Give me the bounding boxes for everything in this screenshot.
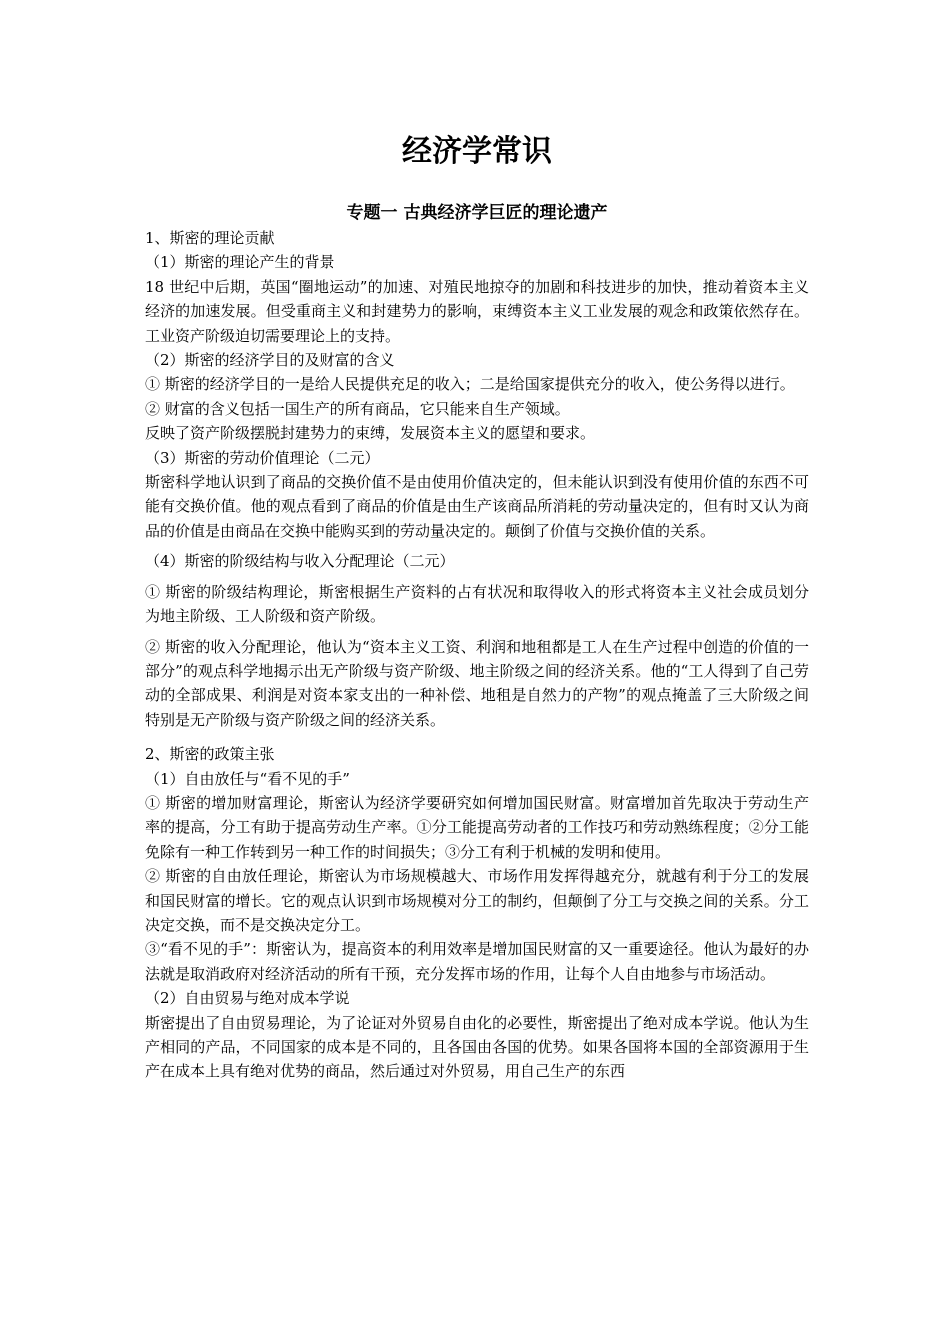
subheading-2-1: （1）自由放任与“看不见的手” (145, 769, 350, 788)
paragraph: ① 斯密的经济学目的一是给人民提供充足的收入；二是给国家提供充分的收入，使公务得以进行。 (145, 375, 795, 394)
subheading-1-3: （3）斯密的劳动价值理论（二元） (145, 448, 380, 467)
paragraph: ② 财富的含义包括一国生产的所有商品，它只能来自生产领域。 (145, 399, 570, 418)
subheading-1-4: （4）斯密的阶级结构与收入分配理论（二元） (145, 552, 455, 571)
paragraph: ③“看不见的手”：斯密认为，提高资本的利用效率是增加国民财富的又一重要途径。他认为最好的办法就是取消政府对经济活动的所有干预，充分发挥市场的作用，让每个人自由地参与市场活动。 (145, 940, 809, 983)
paragraph: ① 斯密的阶级结构理论，斯密根据生产资料的占有状况和取得收入的形式将资本主义社会成员划分为地主阶级、工人阶级和资产阶级。 (145, 582, 809, 626)
paragraph: ① 斯密的增加财富理论，斯密认为经济学要研究如何增加国民财富。财富增加首先取决于劳动生产率的提高，分工有助于提高劳动生产率。①分工能提高劳动者的工作技巧和劳动熟练程度；②分工能免除有一种工作转到另一种工作的时间损失；③分工有利于机械的发明和使用。 (145, 793, 809, 861)
paragraph: 18 世纪中后期，英国“圈地运动”的加速、对殖民地掠夺的加剧和科技进步的加快，推动着资本主义经济的加速发展。但受重商主义和封建势力的影响，束缚资本主义工业发展的观念和政策依然存在。工业资产阶级迫切需要理论上的支持。 (145, 277, 809, 345)
section-subtitle: 专题一 古典经济学巨匠的理论遗产 (346, 203, 608, 223)
paragraph: 斯密科学地认识到了商品的交换价值不是由使用价值决定的，但未能认识到没有使用价值的东西不可能有交换价值。他的观点看到了商品的价值是由生产该商品所消耗的劳动量决定的，但有时又认为商品的价值是由商品在交换中能购买到的劳动量决定的。颠倒了价值与交换价值的关系。 (145, 473, 809, 540)
subheading-1-1: （1）斯密的理论产生的背景 (145, 253, 335, 272)
paragraph: 反映了资产阶级摆脱封建势力的束缚，发展资本主义的愿望和要求。 (145, 424, 596, 443)
paragraph: 斯密提出了自由贸易理论，为了论证对外贸易自由化的必要性，斯密提出了绝对成本学说。他认为生产相同的产品，不同国家的成本是不同的，且各国由各国的优势。如果各国将本国的全部资源用于生产在成本上具有绝对优势的商品，然后通过对外贸易，用自己生产的东西 (145, 1013, 809, 1081)
heading-2: 2、斯密的政策主张 (145, 745, 275, 764)
subheading-2-2: （2）自由贸易与绝对成本学说 (145, 989, 350, 1008)
document-title: 经济学常识 (402, 134, 552, 169)
heading-1: 1、斯密的理论贡献 (145, 229, 275, 247)
document-body (145, 226, 809, 1084)
paragraph: ② 斯密的收入分配理论，他认为“资本主义工资、利润和地租都是工人在生产过程中创造的价值的一部分”的观点科学地揭示出无产阶级与资产阶级、地主阶级之间的经济关系。他的“工人得到了自己劳动的全部成果、利润是对资本家支出的一种补偿、地租是自然力的产物”的观点掩盖了三大阶级之间特别是无产阶级与资产阶级之间的经济关系。 (145, 637, 809, 729)
subheading-1-2: （2）斯密的经济学目的及财富的含义 (145, 351, 395, 370)
paragraph: ② 斯密的自由放任理论，斯密认为市场规模越大、市场作用发挥得越充分，就越有利于分工的发展和国民财富的增长。它的观点认识到市场规模对分工的制约，但颠倒了分工与交换之间的关系。分工决定交换，而不是交换决定分工。 (145, 867, 809, 934)
